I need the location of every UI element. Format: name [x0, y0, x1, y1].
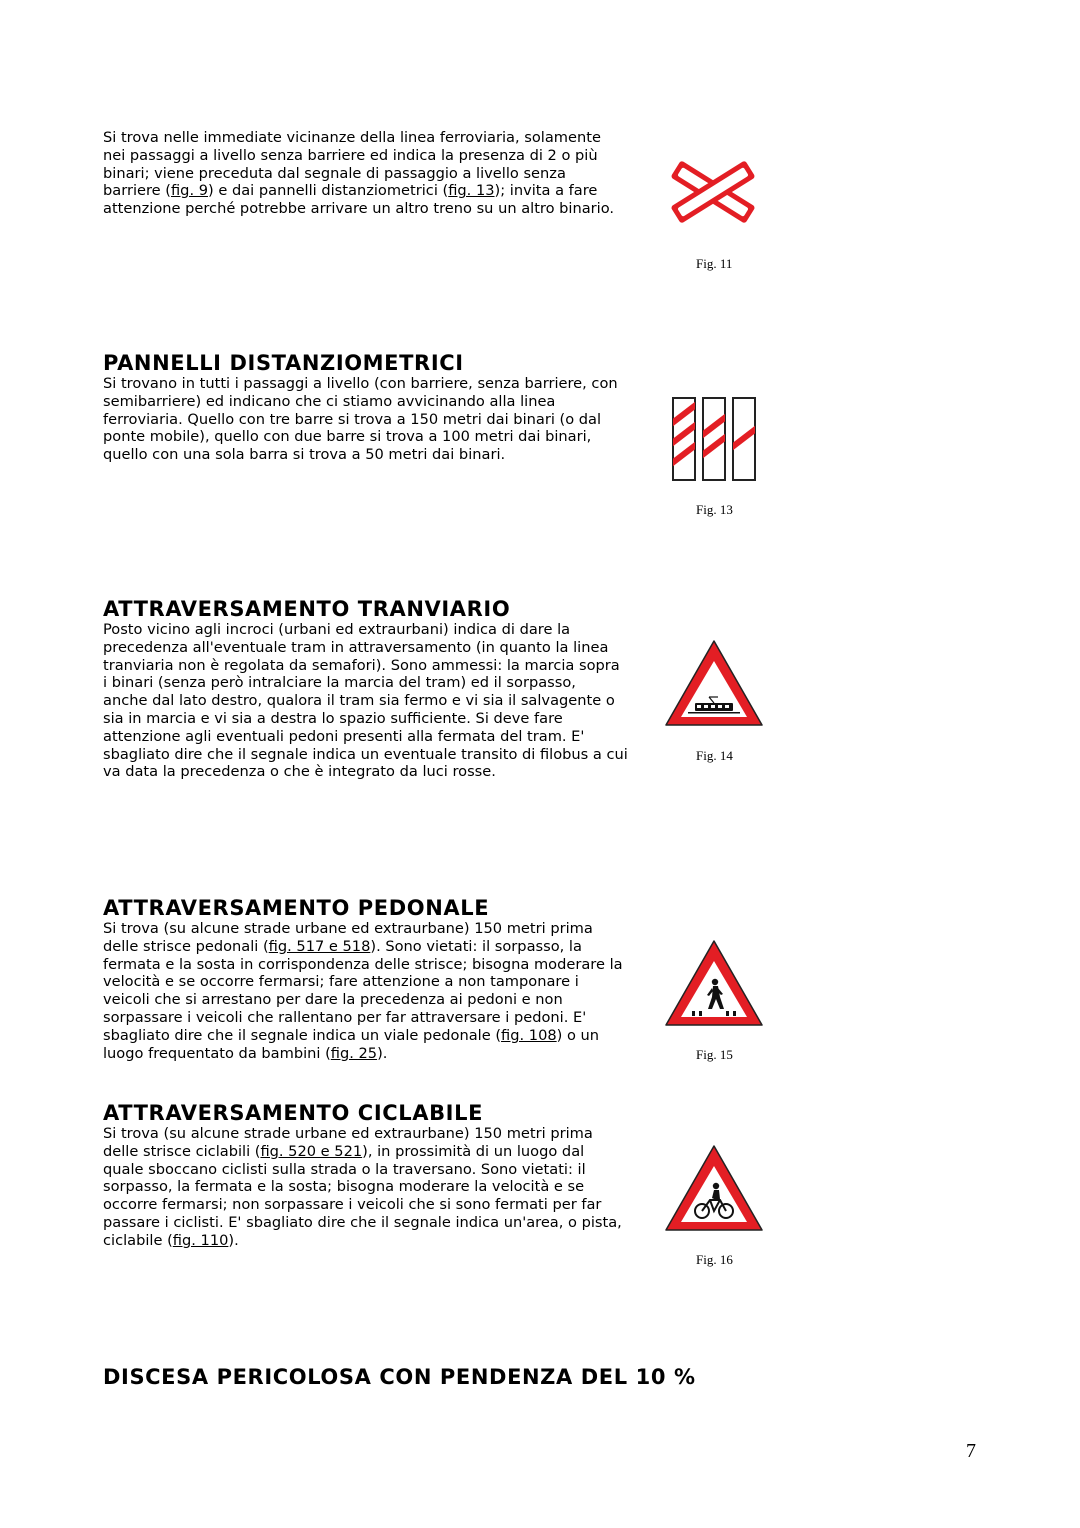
text-line: va data la precedenza o che è integrato da luci rosse. [103, 763, 496, 781]
text-line: Posto vicino agli incroci (urbani ed extraurbani) indica di dare la [103, 621, 571, 638]
text-line: delle strisce ciclabili (fig. 520 e 521), in prossimità di un luogo dal [103, 1142, 585, 1160]
text-line: sbagliato dire che il segnale indica un eventuale transito di filobus a cui [103, 745, 628, 763]
text-line: veicoli che si arrestano per dare la precedenza ai pedoni e non [103, 991, 563, 1009]
cycle-crossing-sign-icon [662, 1142, 766, 1236]
section-2-text [103, 375, 618, 464]
section-heading: PANNELLI DISTANZIOMETRICI [103, 351, 464, 375]
section-5-text [103, 1125, 622, 1250]
text-line: fermata e la sosta in corrispondenza delle strisce; bisogna moderare la [103, 955, 623, 973]
double-cross-sign-icon [668, 156, 758, 228]
text-line: quello con una sola barra si trova a 50 metri dai binari. [103, 446, 506, 464]
text-line: binari; viene preceduta dal segnale di passaggio a livello senza [103, 164, 566, 182]
section-4-text [103, 920, 623, 1062]
figure-link[interactable]: fig. 108 [501, 1026, 557, 1044]
figure-caption: Fig. 15 [696, 1047, 733, 1062]
pedestrian-crossing-sign-icon [662, 937, 766, 1031]
text-line: sorpassare i veicoli che rallentano per far attraversare i pedoni. E' [103, 1008, 587, 1026]
text-line: passare i ciclisti. E' sbagliato dire che il segnale indica un'area, o pista, [103, 1213, 622, 1231]
figure-caption: Fig. 14 [696, 748, 733, 763]
figure-link[interactable]: fig. 520 e 521 [260, 1142, 363, 1160]
text-line: precedenza all'eventuale tram in attraversamento (in quanto la linea [103, 638, 609, 656]
text-line: i binari (senza però intralciare la marcia del tram) ed il sorpasso, [103, 674, 576, 692]
final-heading: DISCESA PERICOLOSA CON PENDENZA DEL 10 % [103, 1365, 696, 1389]
text-line: luogo frequentato da bambini (fig. 25). [103, 1044, 388, 1062]
text-line: sbagliato dire che il segnale indica un viale pedonale (fig. 108) o un [103, 1026, 600, 1044]
figure-caption: Fig. 11 [696, 256, 733, 271]
text-line: tranviaria non è regolata da semafori). Sono ammessi: la marcia sopra [103, 656, 620, 674]
text-line: anche dal lato destro, qualora il tram sia fermo e vi sia il salvagente o [103, 692, 615, 710]
text-line: ciclabile (fig. 110). [103, 1231, 239, 1249]
figure-link[interactable]: fig. 13 [448, 182, 495, 200]
text-line: velocità e se occorre fermarsi; fare attenzione a non tamponare i [103, 973, 579, 991]
figure-caption: Fig. 16 [696, 1252, 733, 1267]
text-line: sorpasso, la fermata e la sosta; bisogna moderare la velocità e se [103, 1178, 585, 1196]
text-line: sia in marcia e vi sia a destra lo spazio sufficiente. Si deve fare [103, 709, 563, 727]
text-line: nei passaggi a livello senza barriere ed indica la presenza di 2 o più [103, 146, 598, 164]
section-heading: ATTRAVERSAMENTO CICLABILE [103, 1101, 484, 1125]
text-line: attenzione agli eventuali pedoni presenti alla fermata del tram. E' [103, 727, 585, 745]
text-line: Si trova nelle immediate vicinanze della linea ferroviaria, solamente [103, 129, 601, 146]
section-heading: ATTRAVERSAMENTO PEDONALE [103, 896, 490, 920]
page-number: 7 [966, 1440, 976, 1462]
figure-link[interactable]: fig. 110 [172, 1231, 229, 1249]
text-line: Si trovano in tutti i passaggi a livello (con barriere, senza barriere, con [103, 375, 618, 392]
distance-panels-sign-icon [671, 396, 757, 482]
figure-link[interactable]: fig. 9 [170, 182, 209, 200]
section-1-text [103, 129, 614, 218]
text-line: quale sboccano ciclisti sulla strada o la traversano. Sono vietati: il [103, 1160, 586, 1178]
section-heading: ATTRAVERSAMENTO TRANVIARIO [103, 597, 511, 621]
text-line: Si trova (su alcune strade urbane ed extraurbane) 150 metri prima [103, 1125, 593, 1142]
figure-caption: Fig. 13 [696, 502, 733, 517]
text-line: ferroviaria. Quello con tre barre si trova a 150 metri dai binari (o dal [103, 410, 602, 428]
text-line: attenzione perché potrebbe arrivare un altro treno su un altro binario. [103, 200, 615, 218]
text-line: ponte mobile), quello con due barre si trova a 100 metri dai binari, [103, 428, 592, 446]
figure-link[interactable]: fig. 517 e 518 [268, 937, 371, 955]
text-line: semibarriere) ed indicano che ci stiamo avvicinando alla linea [103, 392, 556, 410]
text-line: occorre fermarsi; non sorpassare i veicoli che si sono fermati per far [103, 1196, 602, 1214]
section-3-text [103, 621, 628, 781]
tram-crossing-sign-icon [662, 637, 766, 731]
text-line: Si trova (su alcune strade urbane ed extraurbane) 150 metri prima [103, 920, 593, 937]
text-line: delle strisce pedonali (fig. 517 e 518). Sono vietati: il sorpasso, la [103, 937, 582, 955]
text-line: barriere (fig. 9) e dai pannelli distanziometrici (fig. 13); invita a fare [103, 182, 598, 200]
figure-link[interactable]: fig. 25 [330, 1044, 378, 1062]
